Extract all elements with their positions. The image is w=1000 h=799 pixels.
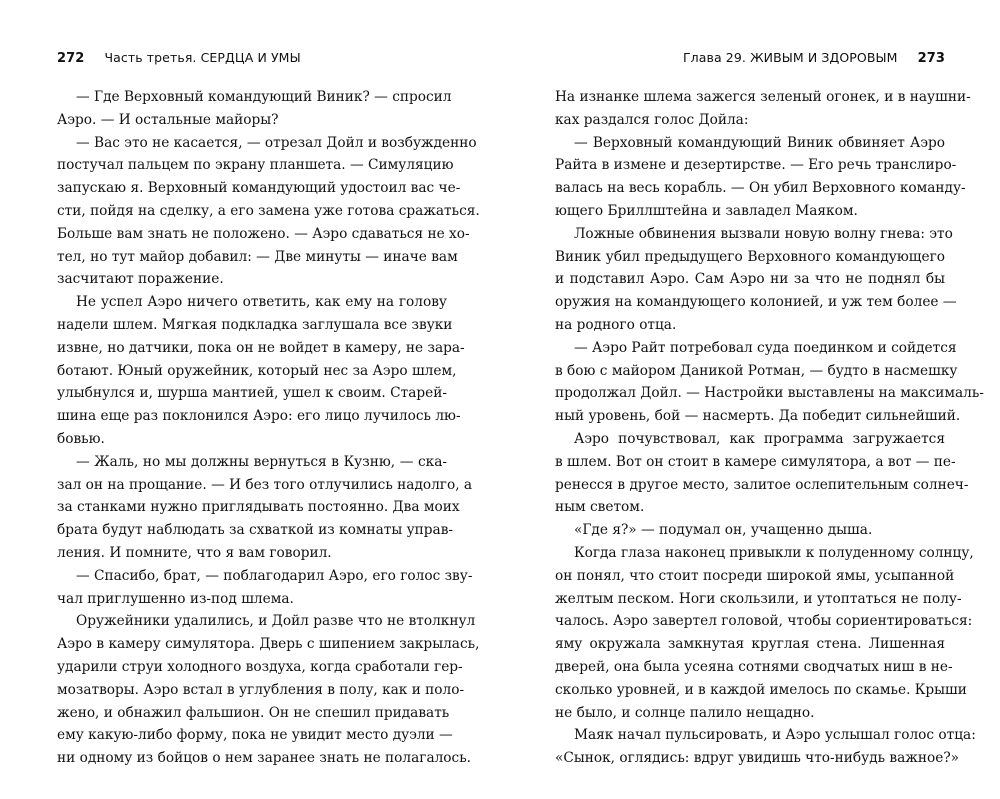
text-line: На изнанке шлема зажегся зеленый огонек, и в наушни- xyxy=(555,89,971,105)
right-page xyxy=(555,50,984,770)
text-line: ему какую-либо форму, пока не увидит место дуэли — xyxy=(57,727,453,744)
text-line: — Жаль, но мы должны вернуться в Кузню, — ска- xyxy=(76,453,447,470)
text-line: бовью. xyxy=(57,430,105,447)
text-line: жено, и обнажил фальшион. Он не спешил придавать xyxy=(57,704,450,721)
text-line: сколько уровней, и в каждой имелось по скамье. Крыши xyxy=(555,681,967,698)
text-line: надели шлем. Мягкая подкладка заглушала все звуки xyxy=(57,316,453,333)
text-line: шина еще раз поклонился Аэро: его лицо лучилось лю- xyxy=(57,408,461,425)
text-line: сти, пойдя на сделку, а его замена уже готова сражаться. xyxy=(57,202,480,219)
text-line: за станками нужно приглядывать постоянно. Два моих xyxy=(57,499,460,516)
text-line: он понял, что стоит посреди широкой ямы, усыпанной xyxy=(555,567,955,584)
text-line: желтым песком. Ноги скользили, и утоптаться не полу- xyxy=(555,590,962,607)
text-line: валась на весь корабль. — Он убил Верховного команду- xyxy=(555,180,966,197)
text-line: Больше вам знать не положено. — Аэро сдаваться не хо- xyxy=(57,225,470,242)
right-page-text xyxy=(555,86,984,770)
text-line: тел, но тут майор добавил: — Две минуты — иначе вам xyxy=(57,248,458,265)
text-line: на родного отца. xyxy=(555,316,677,333)
text-line: ботают. Юный оружейник, который нес за Аэро шлем, xyxy=(57,362,457,379)
text-line: ударили струи холодного воздуха, когда сработали гер- xyxy=(57,658,463,675)
left-page-text xyxy=(57,86,480,770)
text-line: Оружейники удалились, и Дойл разве что не втолкнул xyxy=(76,613,476,630)
text-line: Аэро почувствовал, как программа загружается xyxy=(574,430,945,447)
left-page-number: 272 xyxy=(57,51,85,66)
left-page xyxy=(57,50,480,770)
text-line: Аэро в камеру симулятора. Дверь с шипением закрылась, xyxy=(57,636,480,653)
text-line: ления. И помните, что я вам говорил. xyxy=(57,544,332,561)
text-line: ни одному из бойцов о нем заранее знать не полагалось. xyxy=(57,750,472,767)
text-line: в бою с майором Даникой Ротман, — будто в насмешку xyxy=(555,362,958,379)
text-line: Виник убил предыдущего Верховного командующего xyxy=(555,248,945,265)
text-line: Маяк начал пульсировать, и Аэро услышал голос отца: xyxy=(574,727,976,744)
text-line: — Спасибо, брат, — поблагодарил Аэро, его голос зву- xyxy=(76,567,473,584)
left-running-head xyxy=(57,50,447,74)
text-line: Когда глаза наконец привыкли к полуденному солнцу, xyxy=(574,544,974,561)
text-line: ным светом. xyxy=(555,499,645,516)
text-line: ющего Бриллштейна и завладел Маяком. xyxy=(555,202,858,219)
text-line: Райта в измене и дезертирстве. — Его речь транслиро- xyxy=(555,157,957,174)
text-line: зал он на прощание. — И без того отлучились надолго, а xyxy=(57,476,473,493)
text-line: запускаю я. Верховный командующий удостоил вас че- xyxy=(57,180,461,197)
text-line: ках раздался голос Дойла: xyxy=(555,111,749,128)
left-running-head-title: Часть третья. СЕРДЦА И УМЫ xyxy=(104,50,301,65)
text-line: дверей, она была усеяна сотнями сводчатых ниш в не- xyxy=(555,658,953,675)
text-line: «Сынок, оглядись: вдруг увидишь что-нибудь важное?» xyxy=(555,750,960,767)
text-line: улыбнулся и, шурша мантией, ушел к своим. Старей- xyxy=(57,385,447,402)
text-line: постучал пальцем по экрану планшета. — Симуляцию xyxy=(57,157,454,174)
text-line: Не успел Аэро ничего ответить, как ему на голову xyxy=(76,294,447,311)
text-line: Ложные обвинения вызвали новую волну гнева: это xyxy=(574,225,953,242)
text-line: чалось. Аэро завертел головой, чтобы сориентироваться: xyxy=(555,613,973,630)
text-line: — Аэро Райт потребовал суда поединком и сойдется xyxy=(574,339,957,356)
text-line: в шлем. Вот он стоит в камере симулятора, а вот — пе- xyxy=(555,453,956,470)
text-line: яму окружала замкнутая круглая стена. Лишенная xyxy=(555,636,945,653)
text-line: не было, и солнце палило нещадно. xyxy=(555,704,815,721)
text-line: ренесся в другое место, залитое ослепительным солнеч- xyxy=(555,476,969,493)
text-line: оружия на командующего колонией, и уж тем более — xyxy=(555,294,957,311)
text-line: — Верховный командующий Виник обвиняет Аэро xyxy=(574,134,945,151)
text-line: Аэро. — И остальные майоры? xyxy=(57,111,279,128)
right-running-head-title: Глава 29. ЖИВЫМ И ЗДОРОВЫМ xyxy=(682,50,898,65)
text-line: — Вас это не касается, — отрезал Дойл и возбужденно xyxy=(76,134,477,151)
text-line: брата будут наблюдать за схваткой из комнаты управ- xyxy=(57,522,454,539)
text-line: извне, но датчики, пока он не войдет в камеру, не зара- xyxy=(57,339,465,356)
right-running-head xyxy=(555,50,945,74)
text-line: и подставил Аэро. Сам Аэро ни за что не поднял бы xyxy=(555,271,945,288)
text-line: ный уровень, бой — насмерть. Да победит сильнейший. xyxy=(555,408,961,425)
text-line: мозатворы. Аэро встал в углубления в полу, как и поло- xyxy=(57,681,465,698)
text-line: продолжал Дойл. — Настройки выставлены на максималь- xyxy=(555,385,984,402)
text-line: «Где я?» — подумал он, учащенно дыша. xyxy=(574,522,873,539)
text-line: — Где Верховный командующий Виник? — спросил xyxy=(76,89,452,105)
text-line: чал приглушенно из-под шлема. xyxy=(57,590,294,607)
text-line: засчитают поражение. xyxy=(57,271,224,288)
right-page-number: 273 xyxy=(917,51,945,66)
